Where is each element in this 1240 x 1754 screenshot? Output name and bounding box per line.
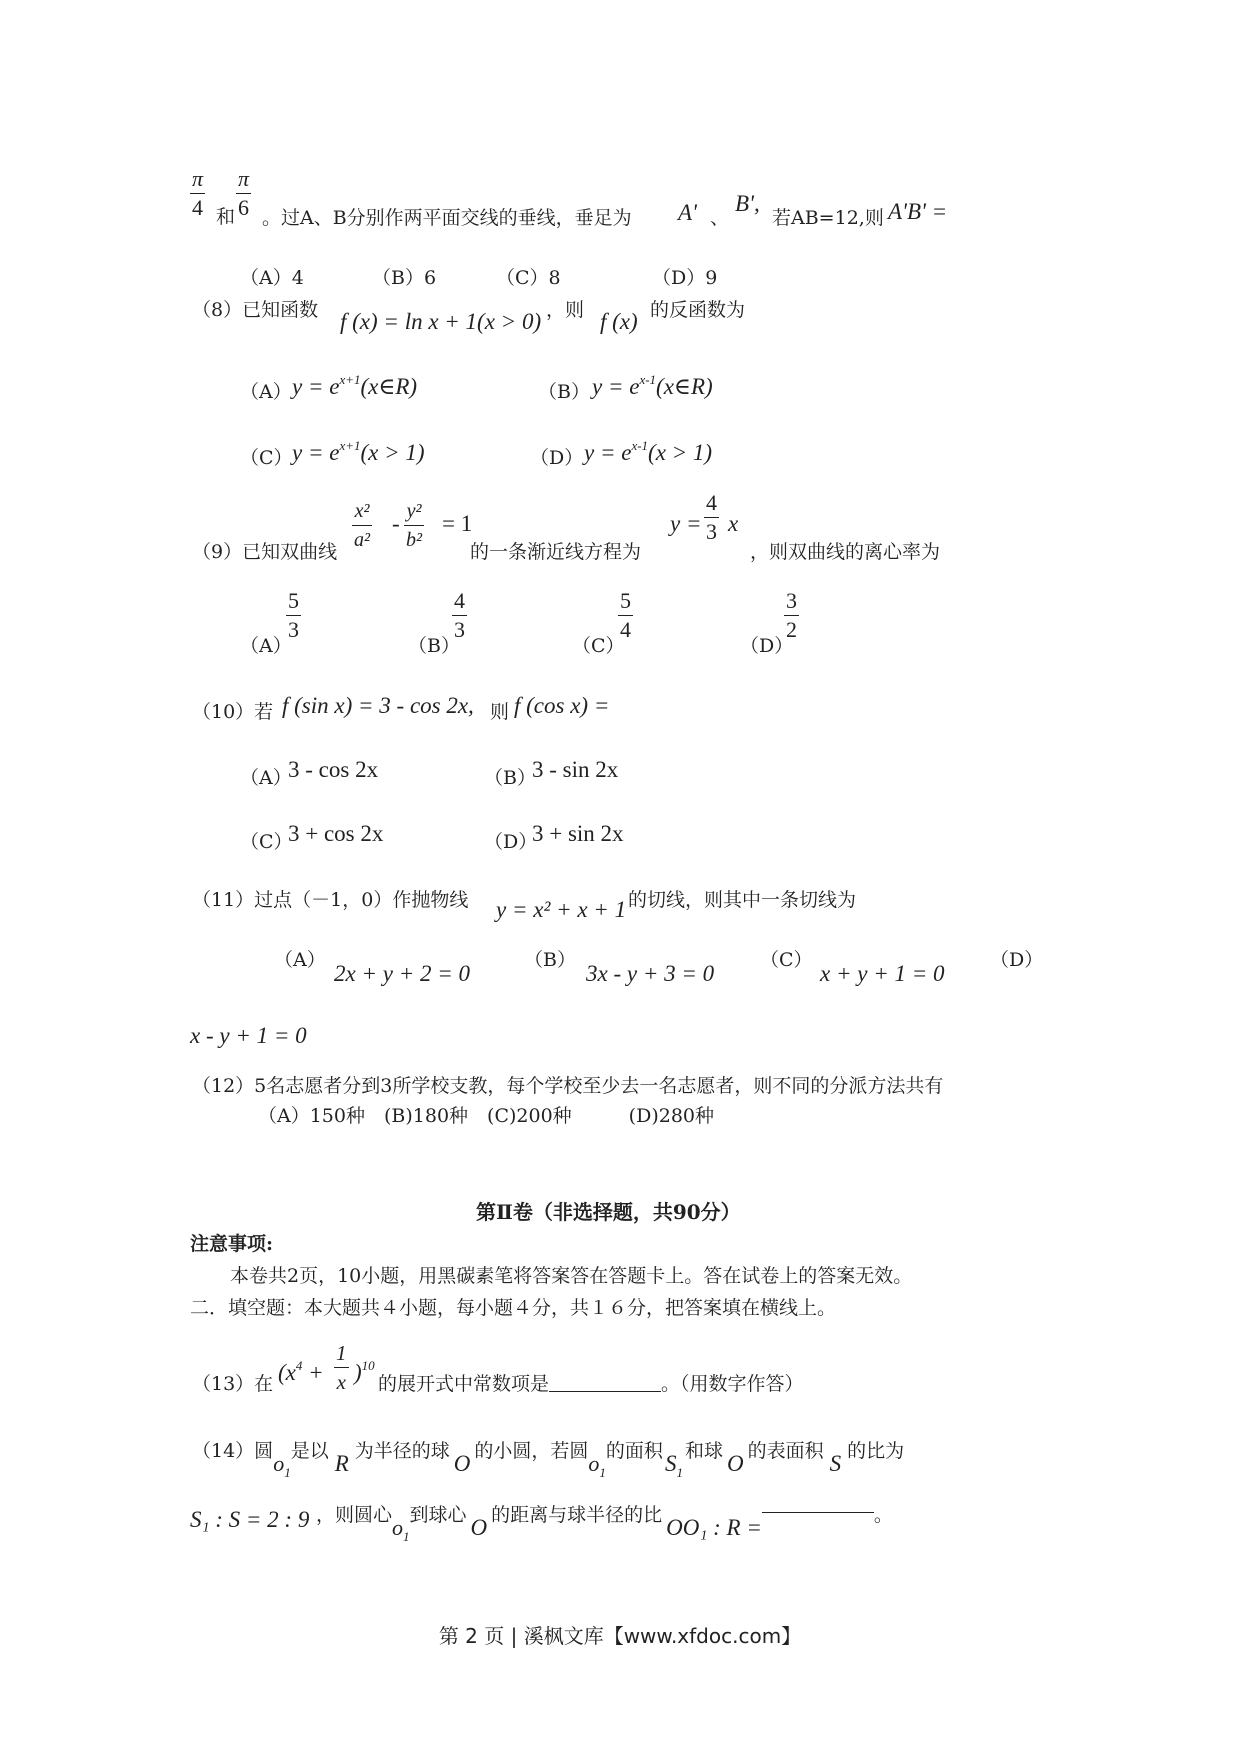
frac-num: 4 xyxy=(706,490,717,515)
q11-option-b: 3x - y + 3 = 0 xyxy=(586,961,715,986)
q10-then: 则 xyxy=(490,701,510,723)
q10-option-c: 3 + cos 2x xyxy=(288,821,384,846)
frac-num: 5 xyxy=(288,588,299,613)
opt-base: y = e xyxy=(592,374,640,399)
q14-line-2: ，则圆心$o_1$到球心 O 的距离与球半径的比 OO₁ : R = 。 xyxy=(316,1504,893,1544)
q10-label-c: （C） xyxy=(240,831,293,853)
q9-option-d xyxy=(784,588,799,643)
opt-rest: (x > 1) xyxy=(648,440,713,465)
frac-den: 3 xyxy=(706,519,717,544)
frac-den: 3 xyxy=(288,617,299,642)
q8-label-b: （B） xyxy=(538,381,590,403)
a-prime-b-prime: A'B' = xyxy=(888,199,948,224)
q8-label-d: （D） xyxy=(530,447,584,469)
notice-heading: 注意事项: xyxy=(190,1233,274,1255)
frac-num: x² xyxy=(354,500,370,522)
q9-label-c: （C） xyxy=(572,635,625,657)
opt-base: y = e xyxy=(584,440,632,465)
q9-frac-x2-a2 xyxy=(352,498,372,553)
frac-bar xyxy=(452,615,467,616)
q8-option-b xyxy=(592,366,713,401)
q8-label-a: （A） xyxy=(240,381,292,403)
q7-text-2: 若AB=12,则 xyxy=(772,207,884,229)
q10-option-a: 3 - cos 2x xyxy=(288,757,379,782)
frac-num: π xyxy=(238,166,250,191)
q9-option-b xyxy=(452,588,467,643)
q7-option-a: （A）4 xyxy=(240,267,304,289)
q9-x: x xyxy=(728,511,739,536)
frac-bar xyxy=(352,525,372,526)
q11-option-c: x + y + 1 = 0 xyxy=(820,961,945,986)
q11-option-d: x - y + 1 = 0 xyxy=(190,1023,307,1048)
a-prime: A' xyxy=(678,200,697,225)
q11-label-d: （D） xyxy=(990,949,1044,971)
q9-option-c xyxy=(618,588,633,643)
q11-label-a: （A） xyxy=(274,949,326,971)
frac-num: y² xyxy=(406,500,422,522)
frac-num: 4 xyxy=(454,588,465,613)
opt-rest: (x > 1) xyxy=(360,440,425,465)
q9-label-d: （D） xyxy=(740,635,794,657)
q10-number: （10）若 xyxy=(192,701,274,723)
q10-condition: f (sin x) = 3 - cos 2x, xyxy=(282,693,474,718)
q11-label-c: （C） xyxy=(760,949,813,971)
q12-text: （12）5名志愿者分到3所学校支教，每个学校至少去一名志愿者，则不同的分派方法共有 xyxy=(192,1075,944,1097)
q8-function: f (x) = ln x + 1(x > 0) xyxy=(340,309,542,334)
q11-label-b: （B） xyxy=(524,949,576,971)
q9-option-a xyxy=(286,588,301,643)
answer-blank xyxy=(549,1373,661,1392)
frac-bar xyxy=(286,615,301,616)
q7-option-d: （D）9 xyxy=(652,267,718,289)
frac-den: b² xyxy=(406,529,422,551)
frac-num: 5 xyxy=(620,588,631,613)
page-footer: 第 2 页 | 溪枫文库【www.xfdoc.com】 xyxy=(438,1624,802,1648)
q9-frac-4-3 xyxy=(704,490,719,545)
b-prime: B', xyxy=(735,191,760,216)
q9-y: y = xyxy=(670,511,702,536)
fraction-pi-over-6 xyxy=(236,166,251,221)
q7-text: 。过A、B分别作两平面交线的垂线，垂足为 xyxy=(262,207,632,229)
frac-bar xyxy=(618,615,633,616)
opt-exp: x+1 xyxy=(339,372,361,387)
q10-option-b: 3 - sin 2x xyxy=(532,757,619,782)
q9-number: （9）已知双曲线 xyxy=(192,541,338,563)
frac-bar xyxy=(404,525,424,526)
q9-frac-y2-b2 xyxy=(404,498,424,553)
frac-bar xyxy=(704,517,719,518)
opt-exp: x+1 xyxy=(339,438,361,453)
q8-option-c xyxy=(292,432,425,467)
q8-option-d xyxy=(584,432,712,467)
fill-heading: 二．填空题：本大题共４小题，每小题４分，共１６分，把答案填在横线上。 xyxy=(190,1297,837,1319)
frac-den: 3 xyxy=(454,617,465,642)
frac-bar xyxy=(236,193,251,194)
q7-option-b: （B）6 xyxy=(372,267,437,289)
q12-options: （A）150种 (B)180种 (C)200种 (D)280种 xyxy=(258,1105,714,1127)
q8-option-a xyxy=(292,366,417,401)
q13-tail xyxy=(378,1372,804,1396)
q9-tail: ，则双曲线的离心率为 xyxy=(750,541,941,563)
q11-curve: y = x² + x + 1 xyxy=(496,897,627,922)
opt-rest: (x∈R) xyxy=(360,374,418,399)
q8-fx: f (x) xyxy=(600,309,638,334)
opt-exp: x-1 xyxy=(631,438,649,453)
frac-num: 3 xyxy=(786,588,797,613)
q14-line-1: （14）圆$o_1$是以 R 为半径的球 O 的小圆，若圆$o_1$的面积$S_1$和球 O 的表面积 S 的比为 xyxy=(192,1440,905,1480)
opt-exp: x-1 xyxy=(639,372,657,387)
q13-number: （13）在 xyxy=(192,1373,274,1395)
notice-body: 本卷共2页，10小题，用黑碳素笔将答案答在答题卡上。答在试卷上的答案无效。 xyxy=(230,1265,913,1287)
q9-mid: 的一条渐近线方程为 xyxy=(470,541,642,563)
q9-label-b: （B） xyxy=(408,635,460,657)
frac-den: 4 xyxy=(620,617,631,642)
q10-ask: f (cos x) = xyxy=(514,693,610,718)
fraction-pi-over-4 xyxy=(190,166,205,221)
q8-tail: 的反函数为 xyxy=(650,299,746,321)
frac-bar xyxy=(190,193,205,194)
q8-label-c: （C） xyxy=(240,447,293,469)
section-title: 第Ⅱ卷（非选择题，共90分） xyxy=(476,1200,741,1224)
answer-blank xyxy=(762,1512,874,1515)
frac-den: 6 xyxy=(238,195,250,220)
q11-text-2: 的切线，则其中一条切线为 xyxy=(628,889,857,911)
opt-base: y = e xyxy=(292,374,340,399)
q9-minus: - xyxy=(392,511,400,536)
q13-end: 。（用数字作答） xyxy=(661,1373,804,1395)
q10-option-d: 3 + sin 2x xyxy=(532,821,624,846)
q10-label-a: （A） xyxy=(240,767,292,789)
q8-number: （8）已知函数 xyxy=(192,299,319,321)
frac-bar xyxy=(784,615,799,616)
q10-label-b: （B） xyxy=(484,767,536,789)
q10-label-d: （D） xyxy=(484,831,538,853)
frac-den: 2 xyxy=(786,617,797,642)
frac-den: a² xyxy=(354,529,370,551)
q9-label-a: （A） xyxy=(240,635,292,657)
sep: 、 xyxy=(710,207,730,229)
frac-num: π xyxy=(192,166,204,191)
q8-mid: ，则 xyxy=(546,299,585,321)
q11-option-a: 2x + y + 2 = 0 xyxy=(334,961,470,986)
q7-option-c: （C）8 xyxy=(496,267,561,289)
frac-den: 4 xyxy=(192,195,204,220)
q11-text: （11）过点（－1，0）作抛物线 xyxy=(192,889,469,911)
opt-base: y = e xyxy=(292,440,340,465)
q9-eq: = 1 xyxy=(442,511,473,536)
opt-rest: (x∈R) xyxy=(656,374,713,399)
q14-ratio: S₁ : S = 2 : 9 xyxy=(190,1507,310,1532)
q13-tail-text: 的展开式中常数项是 xyxy=(378,1373,550,1395)
and-word: 和 xyxy=(216,206,236,228)
